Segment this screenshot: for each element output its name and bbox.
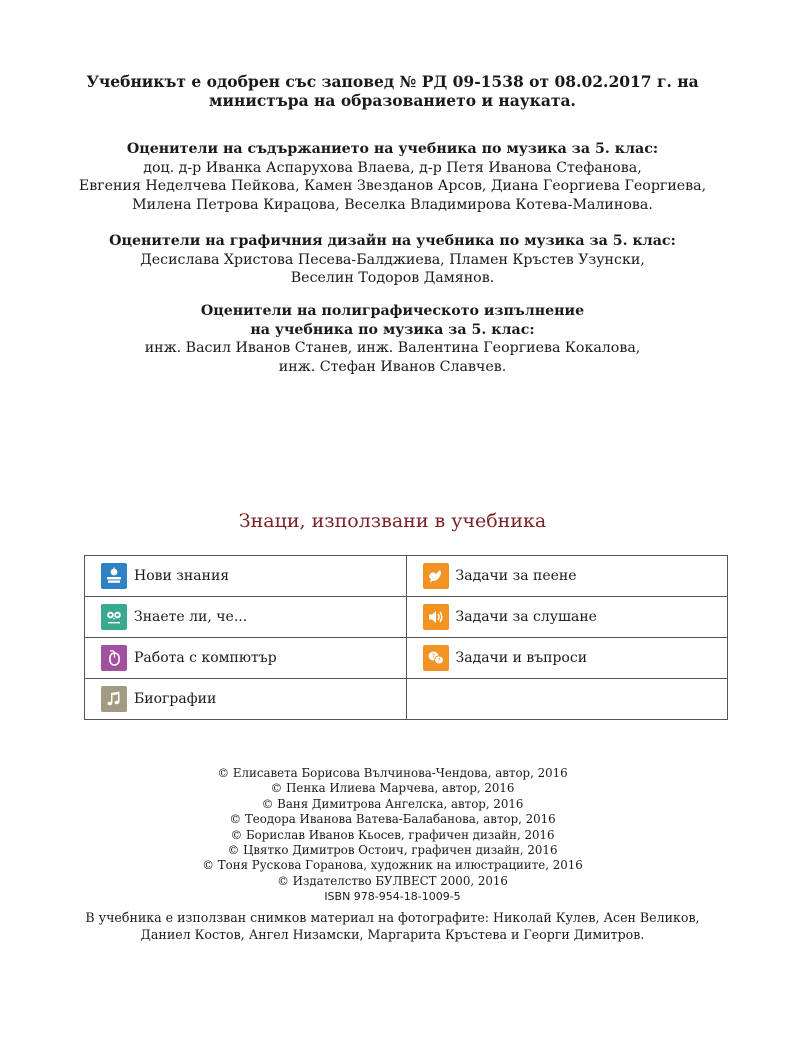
legend-cell xyxy=(406,556,728,597)
legend-label: Биографии xyxy=(134,691,217,707)
music-note-icon xyxy=(101,686,127,712)
apple-books-icon xyxy=(101,563,127,589)
design-reviewers xyxy=(0,232,785,288)
print-reviewers-line: инж. Стефан Иванов Славчев. xyxy=(278,358,507,375)
legend-cell xyxy=(406,638,728,679)
approval-line-2: министъра на образованието и науката. xyxy=(209,91,576,110)
copyright-line: © Теодора Иванова Ватева-Балабанова, автор, 2016 xyxy=(229,812,556,827)
legend-cell xyxy=(85,556,407,597)
signs-heading: Знаци, използвани в учебника xyxy=(238,510,547,532)
legend-label: Нови знания xyxy=(134,568,230,584)
svg-text:?: ? xyxy=(431,652,435,661)
approval-statement xyxy=(0,72,785,110)
legend-label: Знаете ли, че... xyxy=(134,609,248,625)
legend-cell xyxy=(85,638,407,679)
table-row xyxy=(85,679,728,720)
copyright-block xyxy=(0,766,785,905)
speaker-icon xyxy=(423,604,449,630)
legend-label: Задачи за слушане xyxy=(455,609,597,625)
content-reviewers xyxy=(0,140,785,214)
photo-credits-line: В учебника е използван снимков материал на фотографите: Николай Кулев, Асен Великов, xyxy=(85,910,700,925)
svg-text:?: ? xyxy=(436,656,441,665)
content-reviewers-title: Оценители на съдържанието на учебника по музика за 5. клас: xyxy=(126,141,659,157)
print-reviewers-title: на учебника по музика за 5. клас: xyxy=(250,321,535,338)
table-row xyxy=(85,597,728,638)
copyright-line: © Пенка Илиева Марчева, автор, 2016 xyxy=(270,781,515,796)
photo-credits-line: Даниел Костов, Ангел Низамски, Маргарита Кръстева и Георги Димитров. xyxy=(140,927,645,942)
approval-line-1: Учебникът е одобрен със заповед № РД 09-1538 от 08.02.2017 г. на xyxy=(86,72,699,91)
content-reviewers-line: доц. д-р Иванка Аспарухова Влаева, д-р Петя Иванова Стефанова, xyxy=(143,159,642,176)
photo-credits xyxy=(0,909,785,943)
print-reviewers xyxy=(0,302,785,376)
content-reviewers-line: Милена Петрова Кирацова, Веселка Владимирова Котева-Малинова. xyxy=(132,196,653,213)
content-reviewers-line: Евгения Неделчева Пейкова, Камен Звезданов Арсов, Диана Георгиева Георгиева, xyxy=(78,178,707,194)
copyright-line: © Тоня Рускова Горанова, художник на илюстрациите, 2016 xyxy=(202,858,583,873)
legend-cell xyxy=(85,679,407,720)
print-reviewers-line: инж. Васил Иванов Станев, инж. Валентина Георгиева Кокалова, xyxy=(144,340,641,356)
table-row xyxy=(85,638,728,679)
bird-icon xyxy=(423,563,449,589)
design-reviewers-line: Веселин Тодоров Дамянов. xyxy=(290,270,495,286)
design-reviewers-title: Оценители на графичния дизайн на учебника по музика за 5. клас: xyxy=(109,233,676,249)
copyright-line: © Борислав Иванов Кьосев, графичен дизайн, 2016 xyxy=(230,827,555,842)
print-reviewers-title: Оценители на полиграфическото изпълнение xyxy=(200,303,585,319)
legend-cell xyxy=(406,597,728,638)
legend-cell xyxy=(85,597,407,638)
legend-label: Задачи и въпроси xyxy=(455,650,588,666)
question-bubbles-icon xyxy=(423,645,449,671)
isbn: ISBN 978-954-18-1009-5 xyxy=(324,890,461,904)
table-row xyxy=(85,556,728,597)
copyright-line: © Цвятко Димитров Остоич, графичен дизайн, 2016 xyxy=(227,843,558,858)
legend-cell-empty xyxy=(406,679,728,720)
design-reviewers-line: Десислава Христова Песева-Балджиева, Пламен Кръстев Узунски, xyxy=(140,251,645,268)
copyright-line: © Издателство БУЛВЕСТ 2000, 2016 xyxy=(277,873,508,888)
copyright-line: © Елисавета Борисова Вълчинова-Чендова, автор, 2016 xyxy=(217,766,568,780)
copyright-line: © Ваня Димитрова Ангелска, автор, 2016 xyxy=(261,796,524,811)
legend-label: Задачи за пеене xyxy=(455,568,577,584)
computer-mouse-icon xyxy=(101,645,127,671)
signs-legend-table xyxy=(84,555,728,720)
owl-icon xyxy=(101,604,127,630)
legend-label: Работа с компютър xyxy=(134,650,277,666)
